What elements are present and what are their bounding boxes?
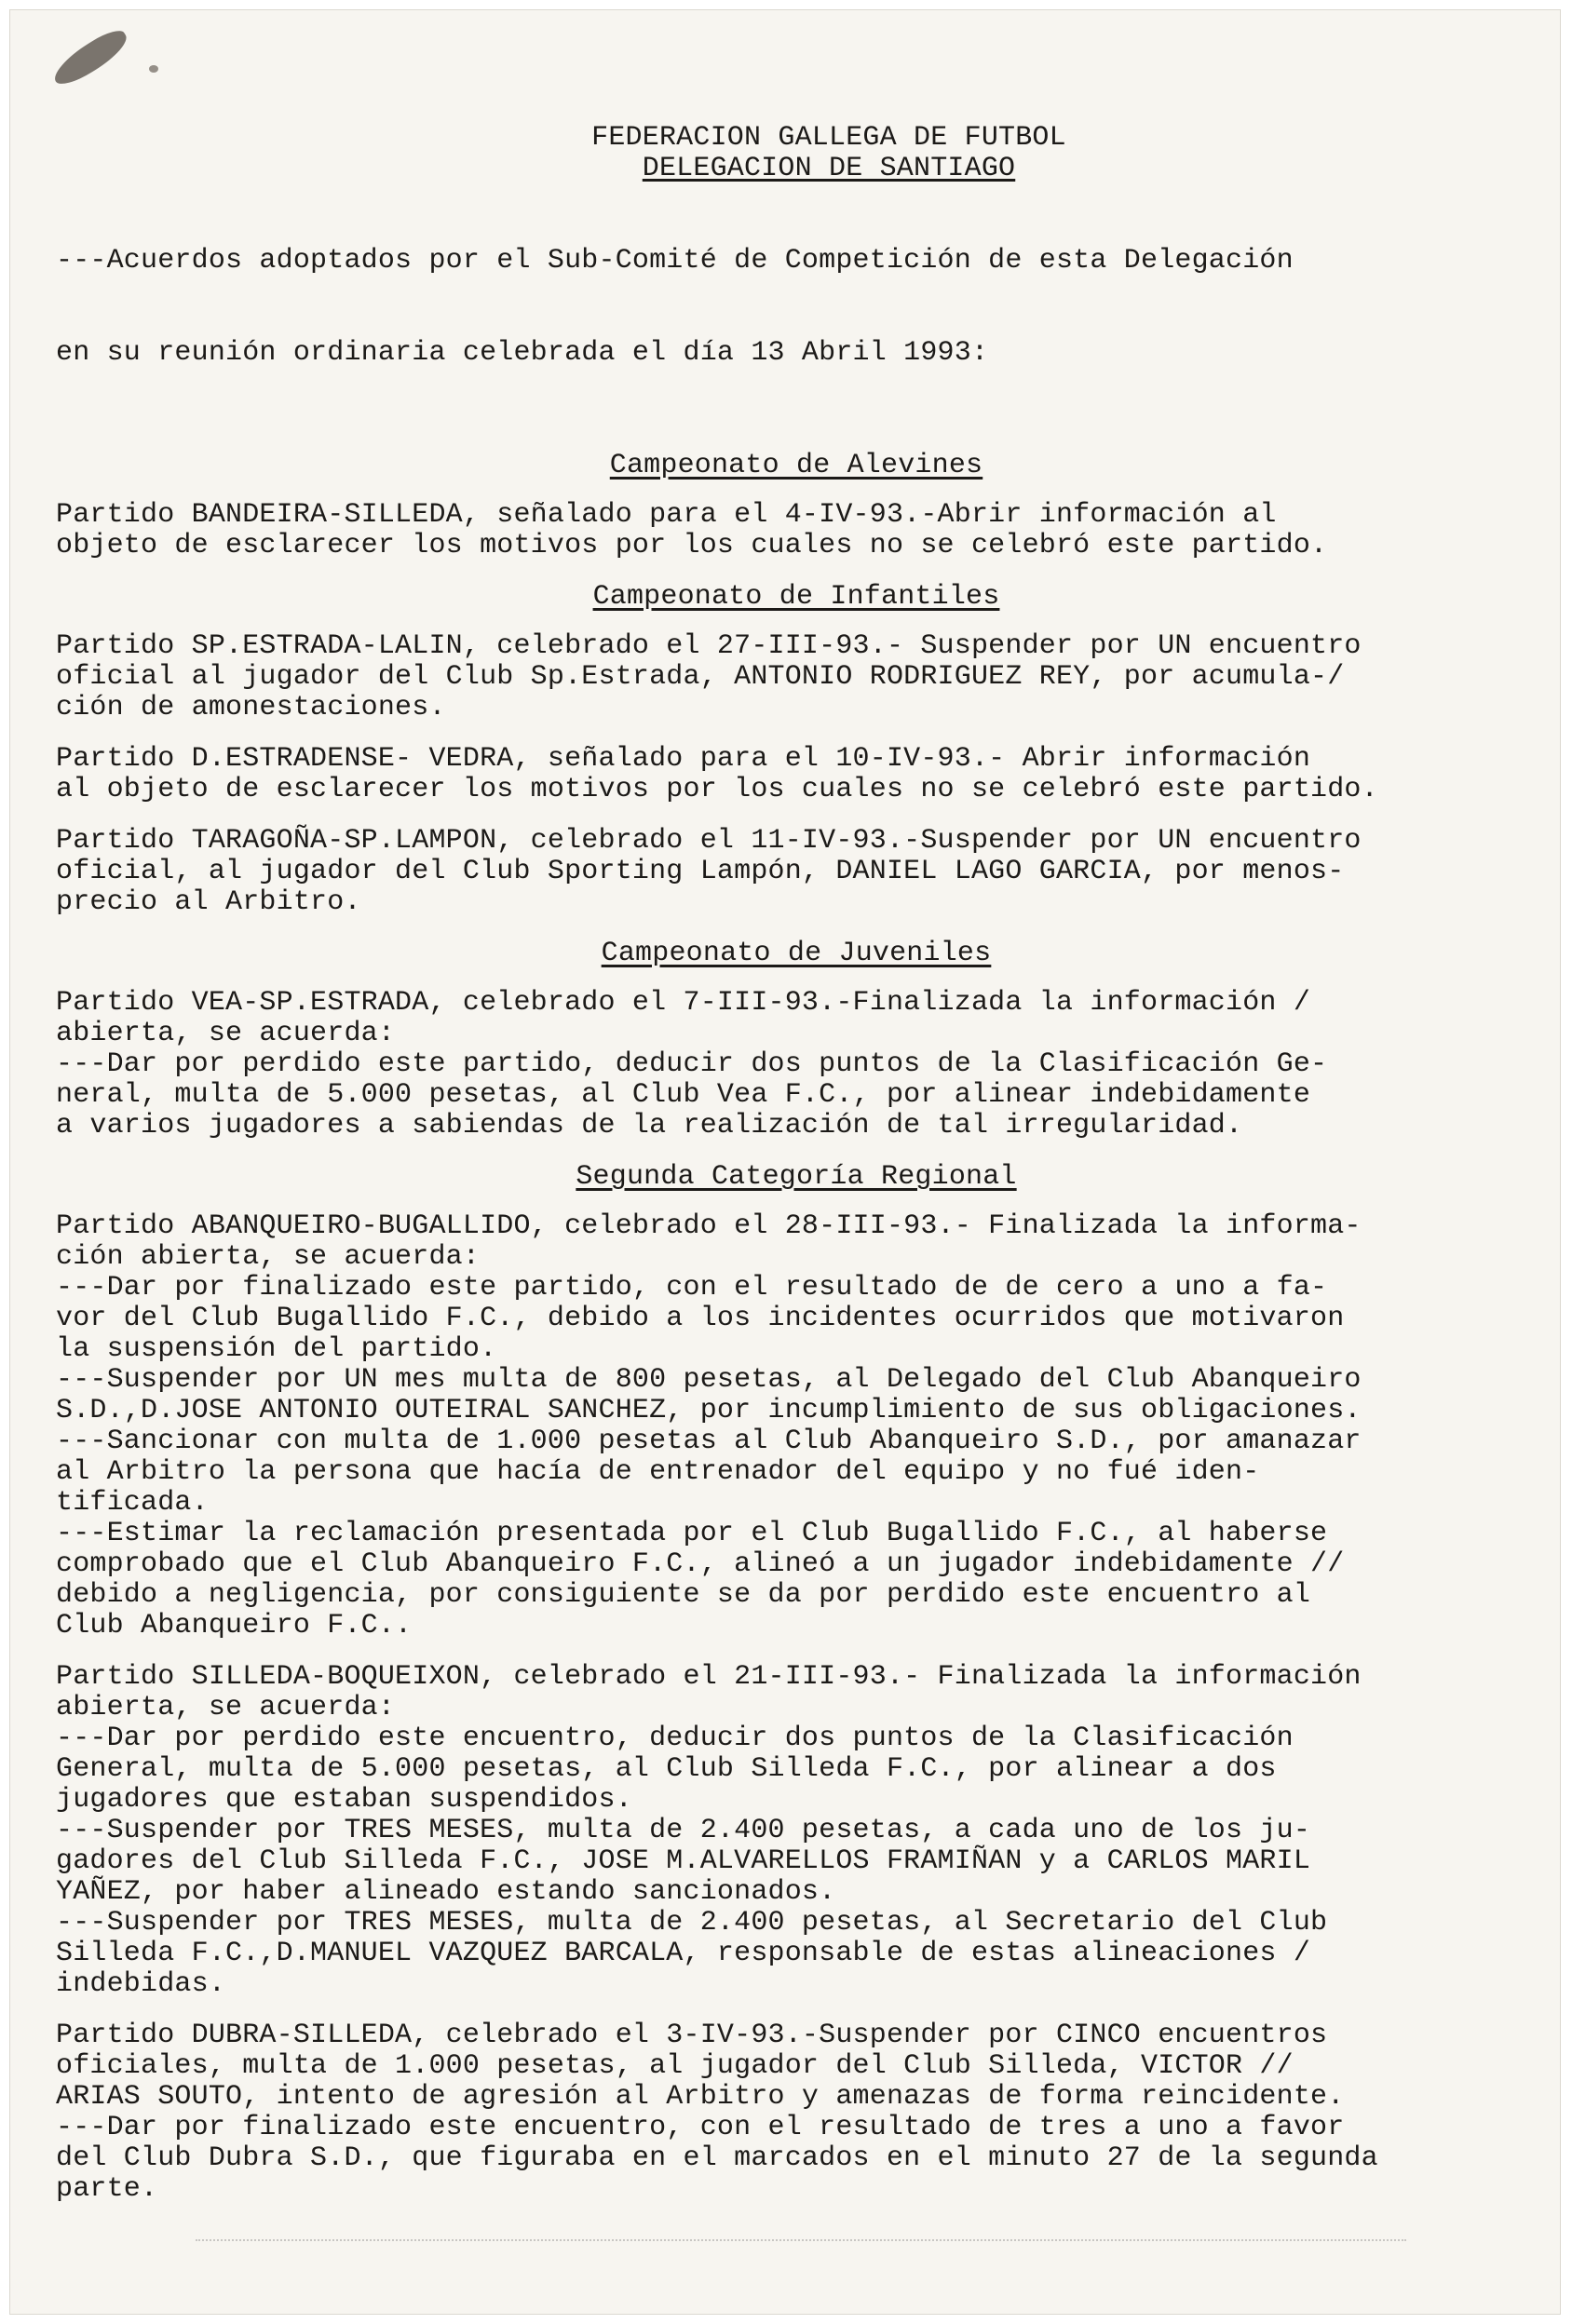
section-title: Campeonato de Juveniles <box>601 938 992 969</box>
paragraph-line: comprobado que el Club Abanqueiro F.C., alineó a un jugador indebidamente // <box>56 1548 1345 1580</box>
intro-paragraph <box>56 184 1537 430</box>
paragraph-line: Partido D.ESTRADENSE- VEDRA, señalado para el 10-IV-93.- Abrir información <box>56 743 1311 775</box>
paragraph-line: oficial, al jugador del Club Sporting Lampón, DANIEL LAGO GARCIA, por menos- <box>56 856 1345 887</box>
paragraph-line: precio al Arbitro. <box>56 886 361 918</box>
paragraph-line: al objeto de esclarecer los motivos por los cuales no se celebró este partido. <box>56 774 1378 805</box>
paragraph-line: neral, multa de 5.000 pesetas, al Club Vea F.C., por alinear indebidamente <box>56 1079 1311 1111</box>
paragraph-line: tificada. <box>56 1487 209 1519</box>
paragraph-line: ción abierta, se acuerda: <box>56 1241 481 1273</box>
paragraph-line: Club Abanqueiro F.C.. <box>56 1610 413 1642</box>
match-paragraph <box>56 1662 1537 2000</box>
paragraph-line: oficial al jugador del Club Sp.Estrada, ANTONIO RODRIGUEZ REY, por acumula-/ <box>56 661 1345 693</box>
match-paragraph <box>56 826 1537 918</box>
paragraph-line: Partido DUBRA-SILLEDA, celebrado el 3-IV-93.-Suspender por CINCO encuentros <box>56 2020 1328 2051</box>
section-title: Segunda Categoría Regional <box>576 1161 1017 1193</box>
paragraph-line: abierta, se acuerda: <box>56 1692 396 1723</box>
document-page <box>9 9 1561 2315</box>
paragraph-line: ---Dar por perdido este partido, deducir dos puntos de la Clasificación Ge- <box>56 1048 1328 1080</box>
paragraph-line: YAÑEZ, por haber alineado estando sancionados. <box>56 1876 836 1908</box>
paragraph-line: objeto de esclarecer los motivos por los cuales no se celebró este partido. <box>56 530 1328 561</box>
paragraph-line: Partido SP.ESTRADA-LALIN, celebrado el 27-III-93.- Suspender por UN encuentro <box>56 630 1362 662</box>
paragraph-line: abierta, se acuerda: <box>56 1018 396 1049</box>
paragraph-line: ---Dar por finalizado este partido, con el resultado de de cero a uno a fa- <box>56 1272 1328 1304</box>
paragraph-line: a varios jugadores a sabiendas de la realización de tal irregularidad. <box>56 1110 1243 1142</box>
paragraph-line: ---Dar por finalizado este encuentro, con el resultado de tres a uno a favor <box>56 2112 1345 2143</box>
paragraph-line: vor del Club Bugallido F.C., debido a los incidentes ocurridos que motivaron <box>56 1303 1345 1334</box>
document-body <box>56 123 1537 2225</box>
paragraph-line: ---Dar por perdido este encuentro, deducir dos puntos de la Clasificación <box>56 1723 1294 1754</box>
match-paragraph <box>56 1211 1537 1642</box>
paragraph-line: ---Suspender por TRES MESES, multa de 2.400 pesetas, a cada uno de los ju- <box>56 1815 1311 1846</box>
paragraph-line: Partido BANDEIRA-SILLEDA, señalado para el 4-IV-93.-Abrir información al <box>56 499 1277 531</box>
match-paragraph <box>56 631 1537 723</box>
ink-spot <box>149 65 158 73</box>
paragraph-line: jugadores que estaban suspendidos. <box>56 1784 632 1816</box>
paragraph-line: indebidas. <box>56 1968 226 2000</box>
paragraph-line: ---Suspender por UN mes multa de 800 pesetas, al Delegado del Club Abanqueiro <box>56 1364 1362 1396</box>
paragraph-line: ---Sancionar con multa de 1.000 pesetas al Club Abanqueiro S.D., por amanazar <box>56 1425 1362 1457</box>
section-title: Campeonato de Alevines <box>609 450 983 481</box>
match-paragraph <box>56 744 1537 805</box>
paragraph-line: al Arbitro la persona que hacía de entrenador del equipo y no fué iden- <box>56 1456 1260 1488</box>
paragraph-line: Partido ABANQUEIRO-BUGALLIDO, celebrado el 28-III-93.- Finalizada la informa- <box>56 1210 1362 1242</box>
match-paragraph <box>56 500 1537 561</box>
paragraph-line: S.D.,D.JOSE ANTONIO OUTEIRAL SANCHEZ, por incumplimiento de sus obligaciones. <box>56 1395 1362 1426</box>
match-paragraph <box>56 988 1537 1142</box>
paragraph-line: la suspensión del partido. <box>56 1333 497 1365</box>
paragraph-line: ARIAS SOUTO, intento de agresión al Arbitro y amenazas de forma reincidente. <box>56 2081 1345 2113</box>
paragraph-line: oficiales, multa de 1.000 pesetas, al jugador del Club Silleda, VICTOR // <box>56 2050 1294 2082</box>
paragraph-line: debido a negligencia, por consiguiente se da por perdido este encuentro al <box>56 1579 1311 1611</box>
paragraph-line: General, multa de 5.000 pesetas, al Club Silleda F.C., por alinear a dos <box>56 1753 1277 1785</box>
paragraph-line: Partido VEA-SP.ESTRADA, celebrado el 7-III-93.-Finalizada la información / <box>56 987 1311 1019</box>
bottom-smudge <box>196 2239 1406 2278</box>
paragraph-line: Silleda F.C.,D.MANUEL VAZQUEZ BARCALA, responsable de estas alineaciones / <box>56 1938 1311 1969</box>
letterhead <box>121 123 1537 184</box>
paragraph-line: gadores del Club Silleda F.C., JOSE M.ALVARELLOS FRAMIÑAN y a CARLOS MARIL <box>56 1845 1311 1877</box>
ink-stain <box>47 24 132 90</box>
delegation-title: DELEGACION DE SANTIAGO <box>642 153 1016 184</box>
paragraph-line: ---Estimar la reclamación presentada por el Club Bugallido F.C., al haberse <box>56 1518 1328 1549</box>
federation-title: FEDERACION GALLEGA DE FUTBOL <box>591 122 1066 154</box>
paragraph-line: del Club Dubra S.D., que figuraba en el marcados en el minuto 27 de la segunda <box>56 2142 1378 2174</box>
paragraph-line: Partido TARAGOÑA-SP.LAMPON, celebrado el 11-IV-93.-Suspender por UN encuentro <box>56 825 1362 857</box>
match-paragraph <box>56 2020 1537 2205</box>
paragraph-line: ción de amonestaciones. <box>56 692 446 723</box>
intro-line: ---Acuerdos adoptados por el Sub-Comité de Competición de esta Delegación <box>56 245 1294 277</box>
section-title: Campeonato de Infantiles <box>592 581 1000 613</box>
intro-line: en su reunión ordinaria celebrada el día 13 Abril 1993: <box>56 337 989 369</box>
paragraph-line: parte. <box>56 2173 158 2205</box>
paragraph-line: ---Suspender por TRES MESES, multa de 2.400 pesetas, al Secretario del Club <box>56 1907 1328 1939</box>
sections-container <box>56 451 1537 2205</box>
paragraph-line: Partido SILLEDA-BOQUEIXON, celebrado el 21-III-93.- Finalizada la información <box>56 1661 1362 1693</box>
